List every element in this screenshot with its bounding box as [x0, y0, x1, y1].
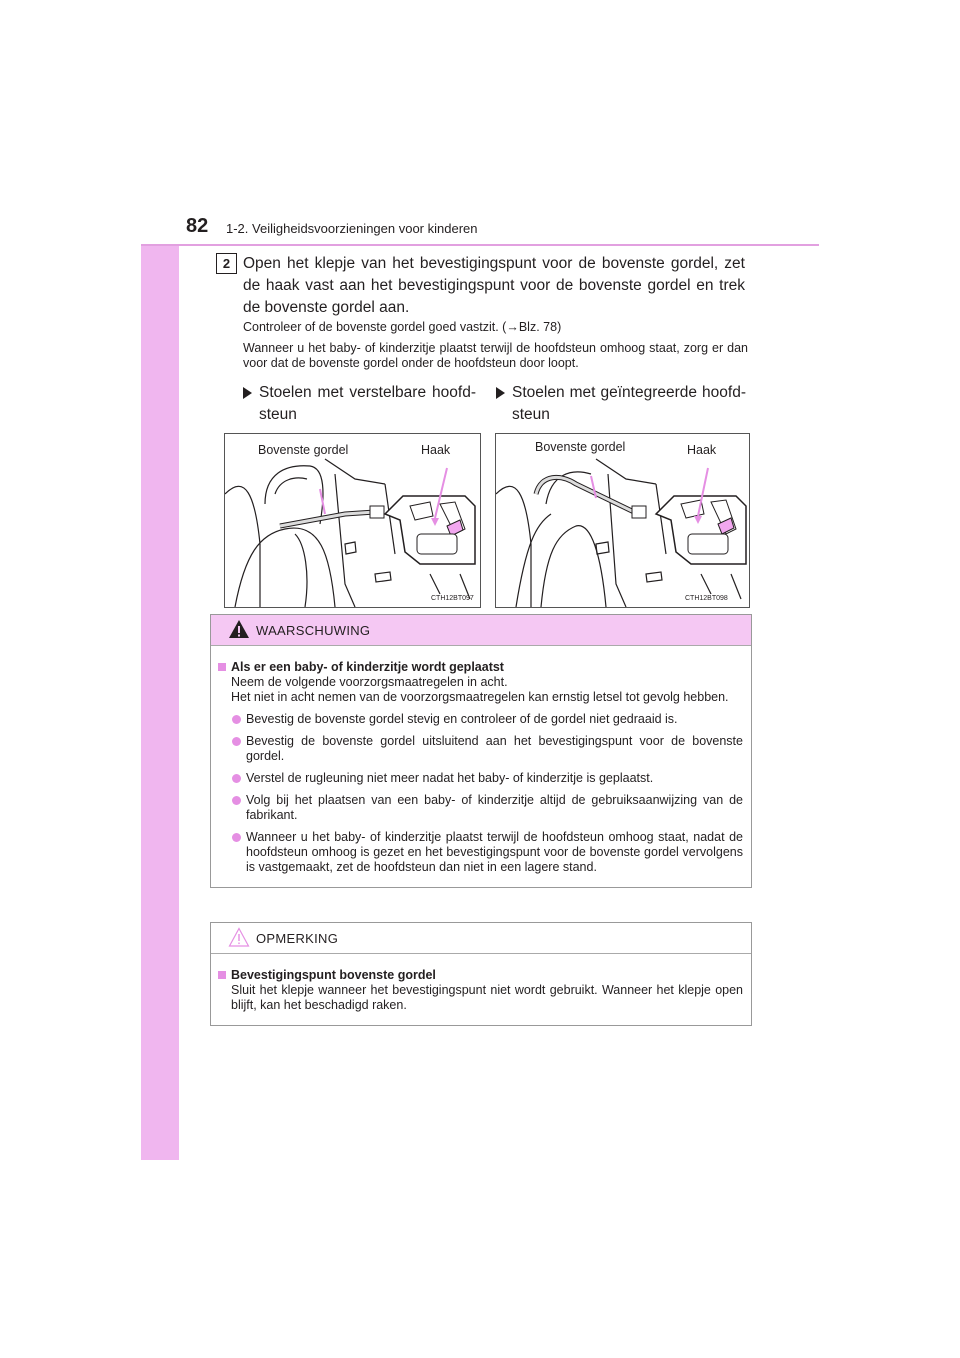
- step-note-headrest: Wanneer u het baby- of kinderzitje plaatst terwijl de hoofdsteun omhoog staat, zorg er dan voor dat de bovenste gordel onder de hoofdsteun door loopt.: [243, 341, 748, 370]
- section-title: 1-2. Veiligheidsvoorzieningen voor kinderen: [226, 221, 478, 236]
- warning-icon: [228, 619, 250, 639]
- step-number-badge: 2: [216, 253, 237, 274]
- warning-subheading: [217, 660, 743, 675]
- notice-title: OPMERKING: [256, 931, 339, 946]
- warning-subheading-text: Als er een baby- of kinderzitje wordt geplaatst: [231, 660, 504, 674]
- warning-bullet-text: Wanneer u het baby- of kinderzitje plaatst terwijl de hoofdsteun omhoog staat, nadat de hoofdsteun omhoog is gezet en het bevestigingspunt voor de bovenste gordel vervolgens is vastgemaakt, zet de hoofdsteun dan niet in een lagere stand.: [246, 830, 743, 874]
- triangle-bullet-icon: [243, 387, 252, 399]
- seat-illustration: [496, 434, 749, 607]
- figure-code: CTH12BT098: [685, 595, 728, 602]
- warning-bullet-text: Verstel de rugleuning niet meer nadat het baby- of kinderzitje is geplaatst.: [246, 771, 654, 785]
- warning-header: [211, 615, 751, 646]
- round-bullet-icon: [232, 833, 241, 842]
- warning-bullet-text: Bevestig de bovenste gordel uitsluitend aan het bevestigingspunt voor de bovenste gordel.: [246, 734, 743, 763]
- variant-label: Stoelen met verstelbare hoofd-steun: [259, 384, 476, 423]
- warning-bullet: [217, 830, 743, 875]
- notice-header: [211, 923, 751, 954]
- notice-subheading: [217, 968, 743, 983]
- warning-bullet: [217, 712, 743, 727]
- notice-text: Sluit het klepje wanneer het bevestigingspunt niet wordt gebruikt. Wanneer het klepje open blijft, kan het beschadigd raken.: [231, 983, 743, 1012]
- square-bullet-icon: [218, 971, 226, 979]
- notice-box: [210, 922, 752, 1026]
- variant-integrated-headrest: [496, 382, 746, 426]
- warning-title: WAARSCHUWING: [256, 623, 371, 638]
- figure-adjustable-headrest: [224, 433, 481, 608]
- figure-code: CTH12BT097: [431, 595, 474, 602]
- round-bullet-icon: [232, 737, 241, 746]
- warning-body: [211, 646, 751, 887]
- seat-illustration: [225, 434, 480, 607]
- page-number: 82: [186, 215, 209, 237]
- warning-box: [210, 614, 752, 888]
- caution-icon: [228, 927, 250, 947]
- warning-bullet: [217, 734, 743, 764]
- warning-bullet: [217, 771, 743, 786]
- warning-bullet: [217, 793, 743, 823]
- sidebar-tab: [141, 198, 179, 1160]
- round-bullet-icon: [232, 715, 241, 724]
- warning-bullet-text: Bevestig de bovenste gordel stevig en controleer of de gordel niet gedraaid is.: [246, 712, 678, 726]
- warning-bullet-text: Volg bij het plaatsen van een baby- of kinderzitje altijd de gebruiksaanwijzing van de fabrikant.: [246, 793, 743, 822]
- step-instruction: Open het klepje van het bevestigingspunt voor de bovenste gordel, zet de haak vast aan het bevestigingspunt voor de bovenste gordel en trek de bovenste gordel aan.: [243, 255, 745, 316]
- warning-intro-2: Het niet in acht nemen van de voorzorgsmaatregelen kan ernstig letsel tot gevolg hebben.: [231, 690, 729, 704]
- notice-subheading-text: Bevestigingspunt bovenste gordel: [231, 968, 436, 982]
- warning-intro-1: Neem de volgende voorzorgsmaatregelen in acht.: [231, 675, 508, 689]
- round-bullet-icon: [232, 796, 241, 805]
- figure-label-hook: Haak: [421, 443, 451, 457]
- square-bullet-icon: [218, 663, 226, 671]
- variant-adjustable-headrest: [243, 382, 476, 426]
- figure-label-strap: Bovenste gordel: [535, 440, 626, 454]
- triangle-bullet-icon: [496, 387, 505, 399]
- variant-label: Stoelen met geïntegreerde hoofd-steun: [512, 384, 746, 423]
- round-bullet-icon: [232, 774, 241, 783]
- figure-label-hook: Haak: [687, 443, 717, 457]
- notice-body: [211, 954, 751, 1025]
- figure-label-strap: Bovenste gordel: [258, 443, 349, 457]
- header-rule: [141, 244, 819, 246]
- figure-integrated-headrest: [495, 433, 750, 608]
- step-note-check: Controleer of de bovenste gordel goed vastzit. (→Blz. 78): [243, 320, 562, 334]
